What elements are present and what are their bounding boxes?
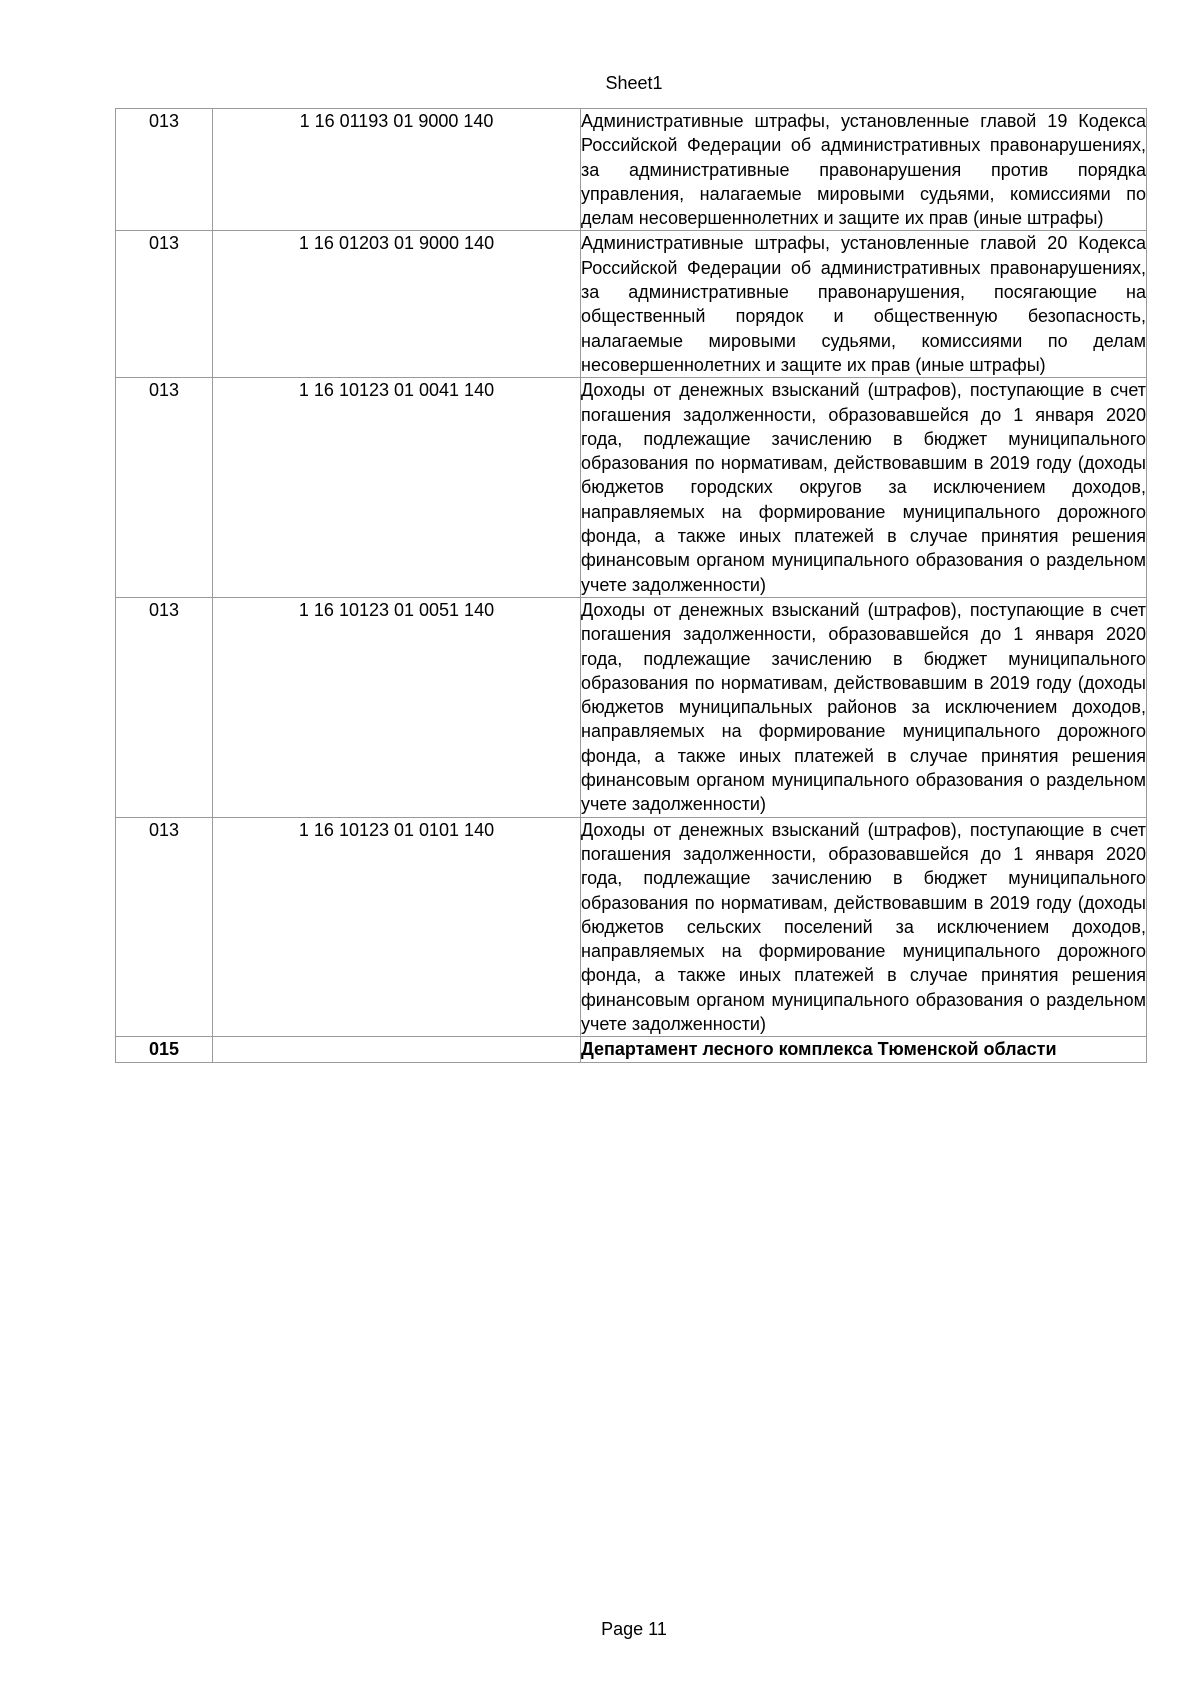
- kbk-code-cell: 1 16 10123 01 0101 140: [213, 817, 581, 1037]
- description-cell: Департамент лесного комплекса Тюменской области: [581, 1037, 1147, 1062]
- table-row: [116, 378, 1147, 598]
- description-cell: Доходы от денежных взысканий (штрафов), поступающие в счет погашения задолженности, образовавшейся до 1 января 2020 года, подлежащие зачислению в бюджет муниципального образования по нормативам, действовавшим в 2019 году (доходы бюджетов муниципальных районов за исключением доходов, направляемых на формирование муниципального дорожного фонда, а также иных платежей в случае принятия решения финансовым органом муниципального образования о раздельном учете задолженности): [581, 597, 1147, 817]
- sheet-title: Sheet1: [605, 73, 663, 93]
- kbk-code-cell: 1 16 10123 01 0051 140: [213, 597, 581, 817]
- admin-code-cell: 013: [116, 817, 213, 1037]
- description-cell: Доходы от денежных взысканий (штрафов), поступающие в счет погашения задолженности, образовавшейся до 1 января 2020 года, подлежащие зачислению в бюджет муниципального образования по нормативам, действовавшим в 2019 году (доходы бюджетов сельских поселений за исключением доходов, направляемых на формирование муниципального дорожного фонда, а также иных платежей в случае принятия решения финансовым органом муниципального образования о раздельном учете задолженности): [581, 817, 1147, 1037]
- revenue-codes-table: [115, 108, 1147, 1063]
- admin-code-cell: 015: [116, 1037, 213, 1062]
- table-row: [116, 231, 1147, 378]
- admin-code-cell: 013: [116, 109, 213, 231]
- kbk-code-cell: 1 16 01193 01 9000 140: [213, 109, 581, 231]
- description-cell: Доходы от денежных взысканий (штрафов), поступающие в счет погашения задолженности, образовавшейся до 1 января 2020 года, подлежащие зачислению в бюджет муниципального образования по нормативам, действовавшим в 2019 году (доходы бюджетов городских округов за исключением доходов, направляемых на формирование муниципального дорожного фонда, а также иных платежей в случае принятия решения финансовым органом муниципального образования о раздельном учете задолженности): [581, 378, 1147, 598]
- admin-code-cell: 013: [116, 597, 213, 817]
- description-cell: Административные штрафы, установленные главой 19 Кодекса Российской Федерации об административных правонарушениях, за административные правонарушения против порядка управления, налагаемые мировыми судьями, комиссиями по делам несовершеннолетних и защите их прав (иные штрафы): [581, 109, 1147, 231]
- kbk-code-cell: 1 16 01203 01 9000 140: [213, 231, 581, 378]
- kbk-code-cell: [213, 1037, 581, 1062]
- description-cell: Административные штрафы, установленные главой 20 Кодекса Российской Федерации об административных правонарушениях, за административные правонарушения, посягающие на общественный порядок и общественную безопасность, налагаемые мировыми судьями, комиссиями по делам несовершеннолетних и защите их прав (иные штрафы): [581, 231, 1147, 378]
- table-row-department: [116, 1037, 1147, 1062]
- table-row: [116, 597, 1147, 817]
- kbk-code-cell: 1 16 10123 01 0041 140: [213, 378, 581, 598]
- admin-code-cell: 013: [116, 378, 213, 598]
- admin-code-cell: 013: [116, 231, 213, 378]
- table-row: [116, 817, 1147, 1037]
- page-number: Page 11: [601, 1619, 667, 1639]
- table-row: [116, 109, 1147, 231]
